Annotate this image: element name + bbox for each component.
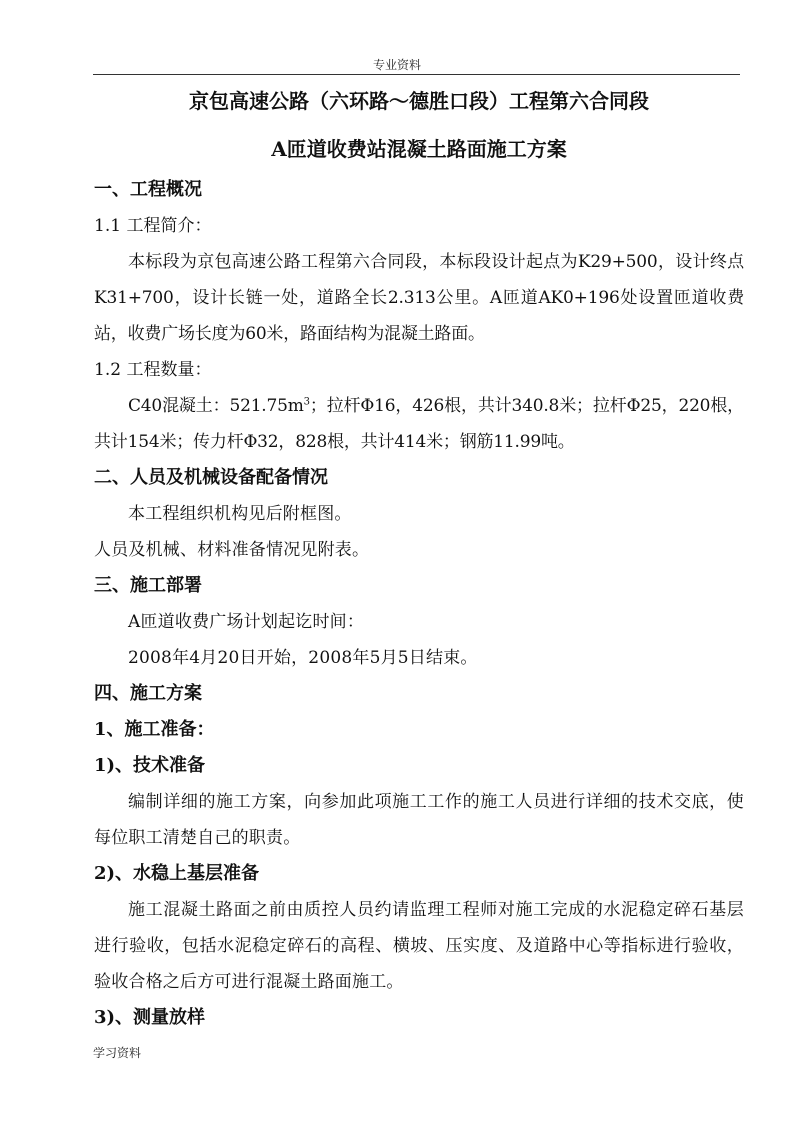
section-4-1-1-heading: 1)、技术准备 — [94, 755, 206, 776]
section-2-heading: 二、人员及机械设备配备情况 — [94, 467, 328, 488]
document-body — [94, 84, 744, 1036]
section-4-1-2-heading: 2)、水稳上基层准备 — [94, 863, 260, 884]
header-divider — [93, 74, 740, 75]
section-2-paragraph-1: 本工程组织机构见后附框图。 — [128, 504, 352, 524]
section-1-heading: 一、工程概况 — [94, 179, 202, 200]
section-4-1-2-paragraph: 施工混凝土路面之前由质控人员约请监理工程师对施工完成的水泥稳定碎石基层进行验收，包括水泥稳定碎石的高程、横坡、压实度、及道路中心等指标进行验收，验收合格之后方可进行混凝土路面施工。 — [94, 900, 744, 992]
document-title-line-1: 京包高速公路（六环路～德胜口段）工程第六合同段 — [189, 89, 649, 113]
cubic-superscript: 3 — [303, 396, 310, 408]
section-3-paragraph-1: A匝道收费广场计划起讫时间： — [128, 612, 365, 632]
quantity-concrete-text: C40混凝土：521.75m — [128, 396, 304, 416]
section-3-heading: 三、施工部署 — [94, 575, 202, 596]
page-header-label: 专业资料 — [372, 58, 421, 72]
section-1-2-quantities — [94, 388, 744, 460]
document-title-line-2: A匝道收费站混凝土路面施工方案 — [271, 137, 567, 161]
quantity-bars-text: ；拉杆Φ16，426根，共计340.8米；拉杆Φ25，220根，共计154米；传力杆Φ32，828根，共计414米；钢筋11.99吨。 — [94, 396, 744, 452]
section-1-1-heading: 1.1 工程简介： — [94, 216, 212, 236]
section-1-2-heading: 1.2 工程数量： — [94, 360, 212, 380]
section-4-1-1-paragraph: 编制详细的施工方案，向参加此项施工工作的施工人员进行详细的技术交底，使每位职工清楚自己的职责。 — [94, 792, 744, 848]
section-4-1-3-heading: 3)、测量放样 — [94, 1007, 206, 1028]
page-footer-label: 学习资料 — [93, 1046, 142, 1060]
section-1-1-paragraph: 本标段为京包高速公路工程第六合同段，本标段设计起点为K29+500，设计终点K31+700，设计长链一处，道路全长2.313公里。A匝道AK0+196处设置匝道收费站，收费广场长度为60米，路面结构为混凝土路面。 — [94, 252, 744, 344]
section-3-paragraph-2: 2008年4月20日开始，2008年5月5日结束。 — [128, 648, 478, 668]
section-2-paragraph-2: 人员及机械、材料准备情况见附表。 — [94, 540, 370, 560]
section-4-1-heading: 1、施工准备： — [94, 719, 215, 740]
section-4-heading: 四、施工方案 — [94, 683, 202, 704]
